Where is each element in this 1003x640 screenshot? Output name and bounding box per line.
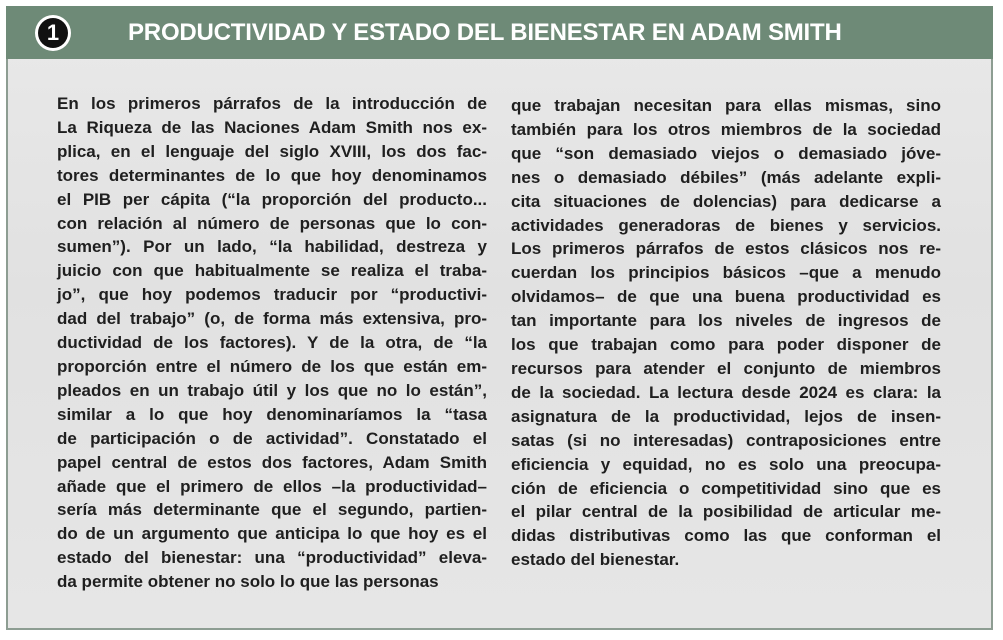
text-line: eficiencia y equidad, no es solo una preocupa- bbox=[511, 454, 941, 474]
text-line: En los primeros párrafos de la introducción de bbox=[57, 94, 487, 113]
text-line: satas (si no interesadas) contraposiciones entre bbox=[511, 430, 941, 450]
text-line: cita situaciones de dolencias) para dedicarse a bbox=[511, 191, 941, 211]
text-line: tores determinantes de lo que hoy denominamos bbox=[57, 165, 487, 185]
text-line: dad del trabajo” (o, de forma más extensiva, pro- bbox=[57, 309, 487, 329]
text-line: sería más determinante que el segundo, partien- bbox=[57, 500, 487, 520]
text-line: La Riqueza de las Naciones Adam Smith nos ex- bbox=[57, 117, 487, 137]
text-line: didas distributivas como las que conforman el bbox=[511, 526, 941, 546]
text-line: plica, en el lenguaje del siglo XVIII, los dos fac- bbox=[57, 141, 487, 161]
text-line: juicio con que habitualmente se realiza el traba- bbox=[57, 261, 487, 281]
section-number: 1 bbox=[38, 18, 68, 48]
text-line: cuerdan los principios básicos –que a menudo bbox=[511, 263, 941, 283]
text-line: de participación o de actividad”. Constatado el bbox=[57, 428, 487, 448]
text-line: con relación al número de personas que lo con- bbox=[57, 213, 487, 233]
text-line: también para los otros miembros de la sociedad bbox=[511, 119, 941, 139]
text-line: da permite obtener no solo lo que las personas bbox=[57, 572, 439, 592]
text-line: jo”, que hoy podemos traducir por “productivi- bbox=[57, 285, 487, 305]
article-title: PRODUCTIVIDAD Y ESTADO DEL BIENESTAR EN ADAM SMITH bbox=[128, 19, 842, 46]
text-line: olvidamos– de que una buena productividad es bbox=[511, 287, 941, 307]
text-line: tan importante para los niveles de ingresos de bbox=[511, 311, 941, 331]
text-line: ductividad de los factores). Y de la otra, de “la bbox=[57, 333, 487, 353]
text-line: sumen”). Por un lado, “la habilidad, destreza y bbox=[57, 237, 487, 257]
text-line: que trabajan necesitan para ellas mismas, sino bbox=[511, 96, 941, 115]
text-line: Los primeros párrafos de estos clásicos nos re- bbox=[511, 239, 941, 259]
text-line: do de un argumento que anticipa lo que hoy es el bbox=[57, 524, 487, 544]
text-line: proporción entre el número de los que están em- bbox=[57, 356, 487, 376]
article-column-left bbox=[57, 92, 487, 594]
text-line: el PIB per cápita (“la proporción del producto... bbox=[57, 189, 487, 209]
text-line: añade que el primero de ellos –la productividad– bbox=[57, 476, 487, 496]
text-line: asignatura de la productividad, lejos de insen- bbox=[511, 406, 941, 426]
text-line: que “son demasiado viejos o demasiado jóve- bbox=[511, 143, 941, 163]
text-line: los que trabajan como para poder disponer de bbox=[511, 335, 941, 355]
text-line: recursos para atender el conjunto de miembros bbox=[511, 358, 941, 378]
text-line: actividades generadoras de bienes y servicios. bbox=[511, 215, 941, 235]
text-line: estado del bienestar: una “productividad” eleva- bbox=[57, 548, 487, 568]
text-line: estado del bienestar. bbox=[511, 550, 680, 570]
section-number-badge bbox=[35, 15, 71, 51]
text-line: ción de eficiencia o competitividad sino que es bbox=[511, 478, 941, 498]
text-line: de la sociedad. La lectura desde 2024 es clara: la bbox=[511, 382, 941, 402]
text-line: el pilar central de la posibilidad de articular me- bbox=[511, 502, 941, 522]
text-line: similar a lo que hoy denominaríamos la “tasa bbox=[57, 404, 487, 424]
text-line: pleados en un trabajo útil y los que no lo están”, bbox=[57, 380, 487, 400]
text-line: nes o demasiado débiles” (más adelante expli- bbox=[511, 167, 941, 187]
article-column-right bbox=[511, 94, 941, 572]
text-line: papel central de estos dos factores, Adam Smith bbox=[57, 452, 487, 472]
